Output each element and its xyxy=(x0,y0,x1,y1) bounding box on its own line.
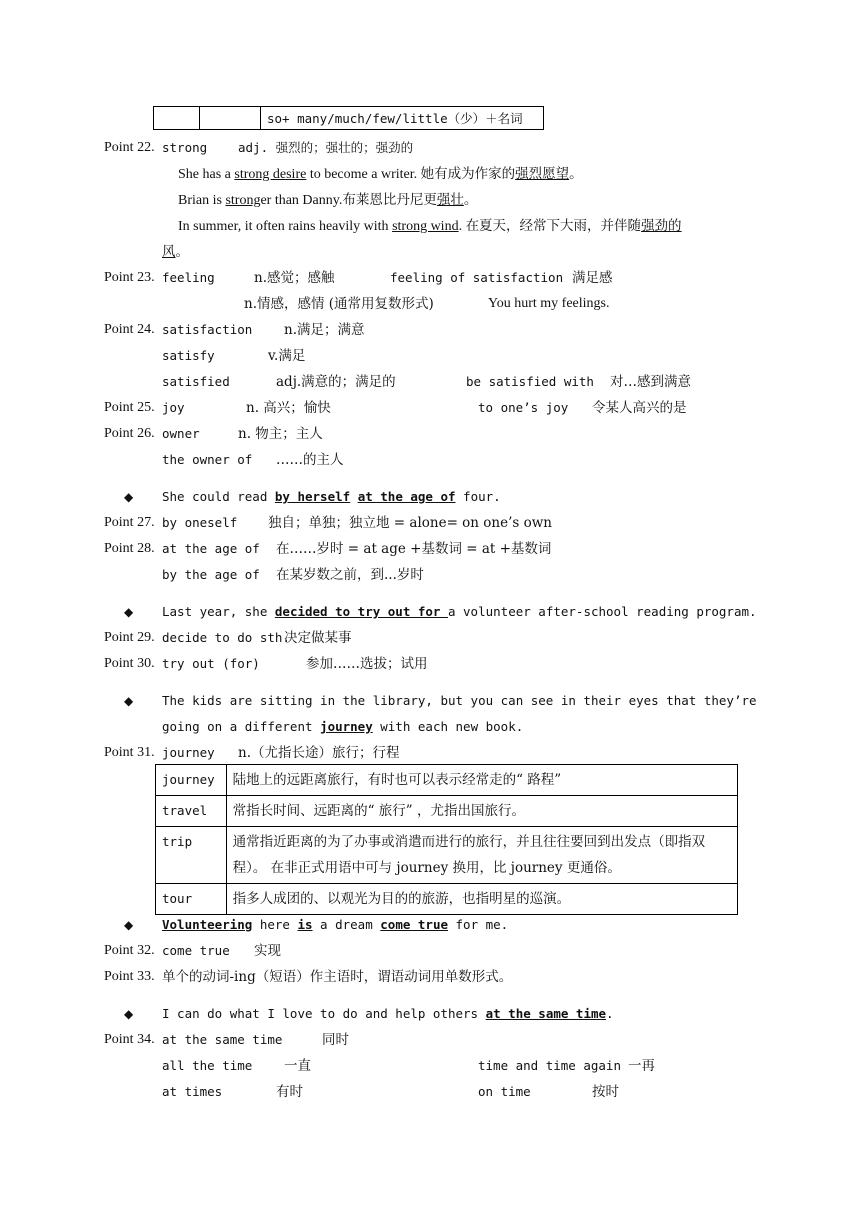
table-row xyxy=(156,765,738,796)
point-26-phrase: the owner of xyxy=(162,452,253,467)
point-22-example-1: She has a strong desire to become a writer. 她有成为作家的强烈愿望。 xyxy=(178,166,583,182)
point-25-phrase: to one’s joy xyxy=(478,400,569,415)
point-33-label: Point 33. xyxy=(104,969,155,984)
point-34-word-2: all the time xyxy=(162,1058,253,1073)
sentence-1: She could read by herself at the age of four. xyxy=(162,489,501,504)
point-31-word: journey xyxy=(162,745,215,760)
point-22-definition: adj. 强烈的；强壮的；强劲的 xyxy=(238,140,414,155)
table-term-cell: travel xyxy=(156,796,227,827)
point-24-def-2: v.满足 xyxy=(268,348,306,364)
point-23-phrase: feeling of satisfaction xyxy=(390,270,564,285)
point-28-label: Point 28. xyxy=(104,541,155,556)
diamond-bullet-5: ◆ xyxy=(124,1007,134,1021)
point-24-phrase: be satisfied with xyxy=(466,374,594,389)
point-29-word: decide to do sth. xyxy=(162,630,290,645)
point-30-word: try out (for) xyxy=(162,656,260,671)
top-table-cell-3: so+ many/much/few/little（少）＋名词 xyxy=(261,107,544,130)
point-30-label: Point 30. xyxy=(104,656,155,671)
table-term-cell: journey xyxy=(156,765,227,796)
table-term-cell: tour xyxy=(156,884,227,915)
point-30-def: 参加……选拔；试用 xyxy=(306,656,428,672)
sentence-2: Last year, she decided to try out for a volunteer after-school reading program. xyxy=(162,604,757,619)
point-24-phrase-cn: 对…感到满意 xyxy=(610,374,691,390)
point-28-word: at the age of xyxy=(162,541,260,556)
sentence-5: I can do what I love to do and help others at the same time. xyxy=(162,1006,614,1021)
point-27-label: Point 27. xyxy=(104,515,155,530)
point-25-def: n. 高兴；愉快 xyxy=(246,400,331,416)
point-28-def-2: 在某岁数之前，到...岁时 xyxy=(276,567,424,583)
point-34-def-4: 有时 xyxy=(276,1084,303,1100)
point-26-label: Point 26. xyxy=(104,426,155,441)
point-22-example-3-cont: 风。 xyxy=(162,244,189,260)
point-29-label: Point 29. xyxy=(104,630,155,645)
diamond-bullet-3: ◆ xyxy=(124,694,134,708)
point-32-def: 实现 xyxy=(254,943,281,959)
point-24-word-1: satisfaction xyxy=(162,322,253,337)
sentence-3-line-1: The kids are sitting in the library, but you can see in their eyes that they’re xyxy=(162,693,757,708)
sentence-3-line-2: going on a different journey with each new book. xyxy=(162,719,524,734)
point-22-example-2: Brian is stronger than Danny.布莱恩比丹尼更强壮。 xyxy=(178,192,478,208)
point-28-def: 在……岁时 = at age +基数词 = at +基数词 xyxy=(276,541,552,557)
table-desc-cell: 陆地上的远距离旅行，有时也可以表示经常走的“ 路程” xyxy=(226,765,737,796)
point-34-def-5: 按时 xyxy=(592,1084,619,1100)
point-25-label: Point 25. xyxy=(104,400,155,415)
table-desc-cell: 通常指近距离的为了办事或消遣而进行的旅行，并且往往要回到出发点（即指双程）。 在非正式用语中可与 journey 换用，比 journey 更通俗。 xyxy=(226,827,737,884)
top-table-cell-1 xyxy=(154,107,200,130)
point-34-def-1: 同时 xyxy=(322,1032,349,1048)
table-desc-cell: 常指长时间、远距离的“ 旅行” ，尤指出国旅行。 xyxy=(226,796,737,827)
point-34-def-3: 一再 xyxy=(628,1058,655,1074)
point-34-word-5: on time xyxy=(478,1084,531,1099)
point-29-def: 决定做某事 xyxy=(284,630,352,646)
point-23-example: You hurt my feelings. xyxy=(488,296,610,311)
diamond-bullet-4: ◆ xyxy=(124,918,134,932)
top-table-cell-2 xyxy=(200,107,261,130)
diamond-bullet-2: ◆ xyxy=(124,605,134,619)
table-row xyxy=(156,884,738,915)
point-27-word: by oneself xyxy=(162,515,238,530)
point-31-def: n.（尤指长途）旅行；行程 xyxy=(238,745,400,761)
point-34-label: Point 34. xyxy=(104,1032,155,1047)
point-32-label: Point 32. xyxy=(104,943,155,958)
point-23-definition-1: n.感觉；感触 xyxy=(254,270,335,286)
point-24-word-3: satisfied xyxy=(162,374,230,389)
point-25-word: joy xyxy=(162,400,185,415)
journey-comparison-table xyxy=(155,764,738,915)
table-row xyxy=(156,827,738,884)
point-33-text: 单个的动词-ing（短语）作主语时，谓语动词用单数形式。 xyxy=(162,969,513,985)
point-24-def-3: adj.满意的；满足的 xyxy=(276,374,396,390)
point-23-label: Point 23. xyxy=(104,270,155,285)
point-23-phrase-cn: 满足感 xyxy=(572,270,613,286)
point-22-label: Point 22. xyxy=(104,140,155,155)
point-34-word-1: at the same time xyxy=(162,1032,283,1047)
top-table-fragment xyxy=(153,106,544,130)
sentence-4: Volunteering here is a dream come true for me. xyxy=(162,917,509,932)
point-26-phrase-cn: ……的主人 xyxy=(276,452,344,468)
point-23-definition-2: n.情感，感情 (通常用复数形式) xyxy=(244,296,434,312)
point-32-word: come true xyxy=(162,943,230,958)
point-28-word-2: by the age of xyxy=(162,567,260,582)
point-22-example-3: In summer, it often rains heavily with strong wind. 在夏天，经常下大雨，并伴随强劲的 xyxy=(178,218,682,234)
table-desc-cell: 指多人成团的、以观光为目的的旅游，也指明星的巡演。 xyxy=(226,884,737,915)
point-24-def-1: n.满足；满意 xyxy=(284,322,365,338)
point-26-word: owner xyxy=(162,426,200,441)
point-34-word-4: at times xyxy=(162,1084,223,1099)
diamond-bullet-1: ◆ xyxy=(124,490,134,504)
table-row xyxy=(156,796,738,827)
point-25-phrase-cn: 令某人高兴的是 xyxy=(592,400,687,416)
point-34-def-2: 一直 xyxy=(284,1058,311,1074)
point-22-word: strong xyxy=(162,140,208,155)
point-24-word-2: satisfy xyxy=(162,348,215,363)
point-24-label: Point 24. xyxy=(104,322,155,337)
table-term-cell: trip xyxy=(156,827,227,884)
point-34-word-3: time and time again xyxy=(478,1058,621,1073)
point-26-def: n. 物主；主人 xyxy=(238,426,323,442)
point-27-def: 独自；单独；独立地 = alone= on one’s own xyxy=(268,515,552,531)
point-31-label: Point 31. xyxy=(104,745,155,760)
point-23-word: feeling xyxy=(162,270,215,285)
